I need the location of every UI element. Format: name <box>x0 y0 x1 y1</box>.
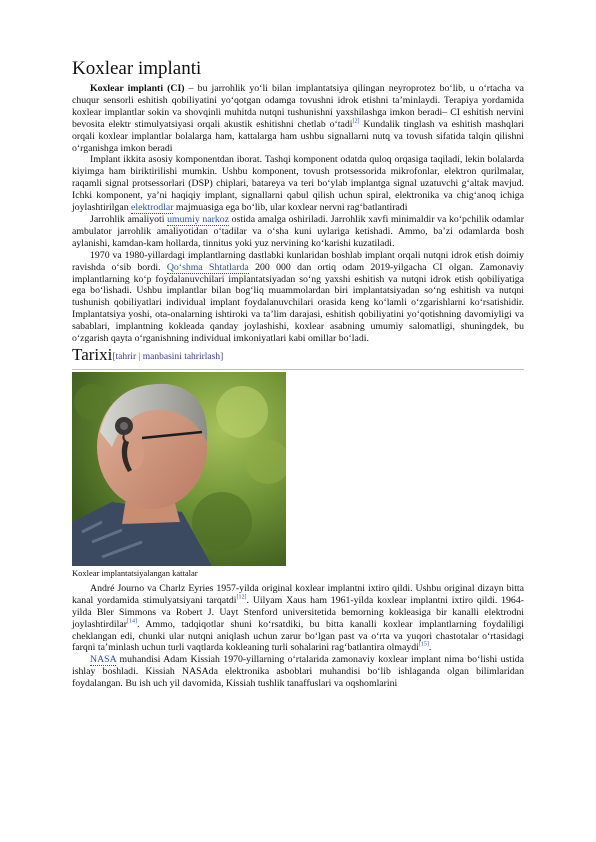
heading-rule <box>72 369 524 370</box>
intro-bold-term: Koxlear implanti <box>90 83 164 94</box>
outcomes-text: 1970 va 1980-yillardagi implantlarning dastlabki kunlaridan boshlab implant orqali nutqni idrok etish doimiy ravishda o‘sib bordi. <box>72 249 524 273</box>
page-title: Koxlear implanti <box>72 58 202 79</box>
surgery-text-2: ostida amalga oshiriladi. Jarrohlik xavfi minimaldir va ko‘pchilik odamlar ambulator jarrohlik amaliyotidan o‘tadilar va o‘sha kuni uylariga ketishadi. Ammo, ba’zi odamlarda bosh aylanishi, kamdan-kam hollarda, tinnitus yoki yuz nervining ko‘karishi kuzatiladi. <box>72 213 524 249</box>
history-text: André Journo va Charlz Eyries 1957-yilda original koxlear implantni ixtiro qildi. Ushbu original dizayn bitta kanal yordamida stimulyatsiyani tarqatdi <box>72 582 524 606</box>
link-qoshma-shtatlarda[interactable]: Qo‘shma Shtatlarda <box>166 261 249 273</box>
intro-paragraph <box>72 83 524 154</box>
history-paragraph-2 <box>72 654 524 690</box>
history-text-2: . Uilyam Xaus ham 1961-yilda koxlear implantni ixtiro qildi. 1964-yilda Bler Simmons va Robert J. Uayt Stenford universitetida bemorning kokleasiga bir kanalli elektrodni joylashtirdilar <box>72 594 524 630</box>
history-title: Tarixi <box>72 344 113 364</box>
outcomes-paragraph <box>72 250 524 345</box>
ref-14[interactable]: [14] <box>126 618 137 625</box>
intro-text-2: Kundalik tinglash va eshitish mashqlari orqali koxlear implantlar bolalarga ham, kattalarga ham ushbu signallarni nutq va tovush sifatida talqin qilishni o‘rganishga imkon beradi <box>72 118 524 154</box>
surgery-text: Jarrohlik amaliyoti <box>90 213 168 225</box>
figure-photo[interactable] <box>72 372 286 566</box>
components-paragraph <box>72 154 524 214</box>
components-text-2: majmuasiga ega bo‘lib, ular koxlear nervni rag‘batlantiradi <box>173 202 408 214</box>
edit-link[interactable]: tahrir <box>115 351 137 362</box>
intro-text: – bu jarrohlik yo‘li bilan implantatsiya qilingan neyroprotez bo‘lib, u o‘rtacha va chuqur sensorli eshitish qobiliyatini yo‘qotgan odamga tovushni idrok etishni ta’minlaydi. Terapiya yordamida koxlear implantlar sokin va shovqinli muhitda nutqni tushunishni yaxshilashga imkon beradi– CI eshitish nervini bevosita elektr stimulyatsiyasi orqali akustik eshitishni chetlab o‘tadi <box>72 83 525 130</box>
figure-caption: Koxlear implantatsiyalangan kattalar <box>72 567 198 578</box>
ref-12[interactable]: [12] <box>236 594 247 601</box>
history-heading <box>72 345 524 367</box>
implant-wearer-photo <box>72 372 286 566</box>
edit-source-link[interactable]: manbasini tahrirlash <box>142 351 221 362</box>
surgery-paragraph <box>72 214 524 250</box>
history-paragraph-1 <box>72 583 524 654</box>
link-elektrodlar[interactable]: elektrodlar <box>131 202 174 214</box>
outcomes-text-2: 200 000 dan ortiq odam 2019-yilgacha CI olgan. Zamonaviy implantlarning ko‘p foydalanuvchilari implantatsiyadan so‘ng yaxshi eshitish va nutqni idrok etish qobiliyatiga ega bo‘lishadi. Ushbu implantlar bilan bog‘liq muammolardan biri implantatsiyadan so‘ng eshitish va nutqni tushunish qobiliyatlari individual implant foydalanuvchilari orasida keng ko‘lamli o‘zgarishlarni ko‘rsatishidir. Implantatsiya yoshi, ota-onalarning ishtiroki va ta’lim darajasi, eshitish qobiliyatini yo‘qotishning davomiyligi va sabablari, implantning kokleada qanday joylashishi, koxlear asabning umumiy salomatligi, shuningdek, bu o‘zgarish qayta o‘rganishning individual imkoniyatlari kabi omillar bo‘ladi. <box>72 261 524 345</box>
ref-15[interactable]: [15] <box>418 642 429 649</box>
history-text-3: . Ammo, tadqiqotlar shuni ko‘rsatdiki, bu bitta kanalli koxlear implantlarning foydaliligi cheklangan edi, chunki ular nutqni aniqlash uchun zarur bo‘lgan past va o‘rta va yuqori chastotalar o‘rtasidagi farqni ta’minlash uchun turli vaqtlarda kokleaning turli sohalarini rag‘batlantira olmaydi <box>72 618 524 654</box>
components-text: Implant ikkita asosiy komponentdan iborat. Tashqi komponent odatda quloq orqasiga taqiladi, lekin bolalarda kiyimga ham biriktirilishi mumkin. Ushbu komponent, tovush protsessorida mikrofonlar, elektron qurilmalar, raqamli signal protsessorlari (DSP) chiplari, batareya va teri bo‘ylab implantga signal uzatuvchi g‘altak mavjud. Ichki komponent, ya’ni haqiqiy implant, signallarni qabul qilish uchun spiral, elektronika va chig‘anoq ichiga joylashtirilgan <box>72 154 524 214</box>
ref-2[interactable]: [2] <box>352 118 360 125</box>
history-text-4: . <box>428 642 432 654</box>
nasa-text: muhandisi Adam Kissiah 1970-yillarning o‘rtalarida zamonaviy koxlear implant nima bo‘lishi ustida ishlay boshladi. Kissiah NASAda elektronika asboblari muhandisi bo‘lib ishlaganda olgan bilimlaridan foydalangan. Bu ish uch yil davomida, Kissiah tushlik tanaffuslari va oqshomlarini <box>72 654 524 690</box>
intro-abbr: (CI) <box>167 83 185 94</box>
document-page <box>72 58 524 690</box>
edit-links: [tahrir | manbasini tahrirlash] <box>112 351 224 362</box>
link-umumiy-narkoz[interactable]: umumiy narkoz <box>167 213 230 225</box>
link-nasa[interactable]: NASA <box>90 654 117 666</box>
